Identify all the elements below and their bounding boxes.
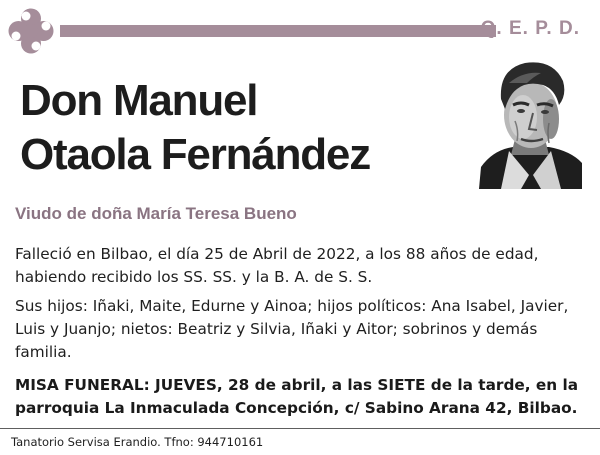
- family-paragraph: Sus hijos: Iñaki, Maite, Edurne y Ainoa; hijos políticos: Ana Isabel, Javier, Luis y Juanjo; nietos: Beatriz y Silvia, Iñaki y Aitor; sobrinos y demás familia.: [15, 297, 569, 361]
- funeral-mass-paragraph: MISA FUNERAL: JUEVES, 28 de abril, a las SIETE de la tarde, en la parroquia La Inmaculada Concepción, c/ Sabino Arana 42, Bilbao.: [15, 376, 579, 417]
- widow-of-line: Viudo de doña María Teresa Bueno: [15, 204, 297, 223]
- lauburu-icon: [6, 6, 56, 56]
- name-line-1: Don Manuel: [20, 76, 258, 125]
- deceased-name: [20, 74, 460, 182]
- footer: [0, 428, 600, 455]
- qepd-label: Q. E. P. D.: [480, 18, 580, 39]
- funeral-home-contact: Tanatorio Servisa Erandio. Tfno: 944710161: [11, 435, 264, 449]
- portrait-photo: [479, 55, 582, 189]
- name-line-2: Otaola Fernández: [20, 130, 370, 179]
- death-details-paragraph: Falleció en Bilbao, el día 25 de Abril de 2022, a los 88 años de edad, habiendo recibido los SS. SS. y la B. A. de S. S.: [15, 245, 539, 286]
- header-divider-bar: [60, 25, 496, 37]
